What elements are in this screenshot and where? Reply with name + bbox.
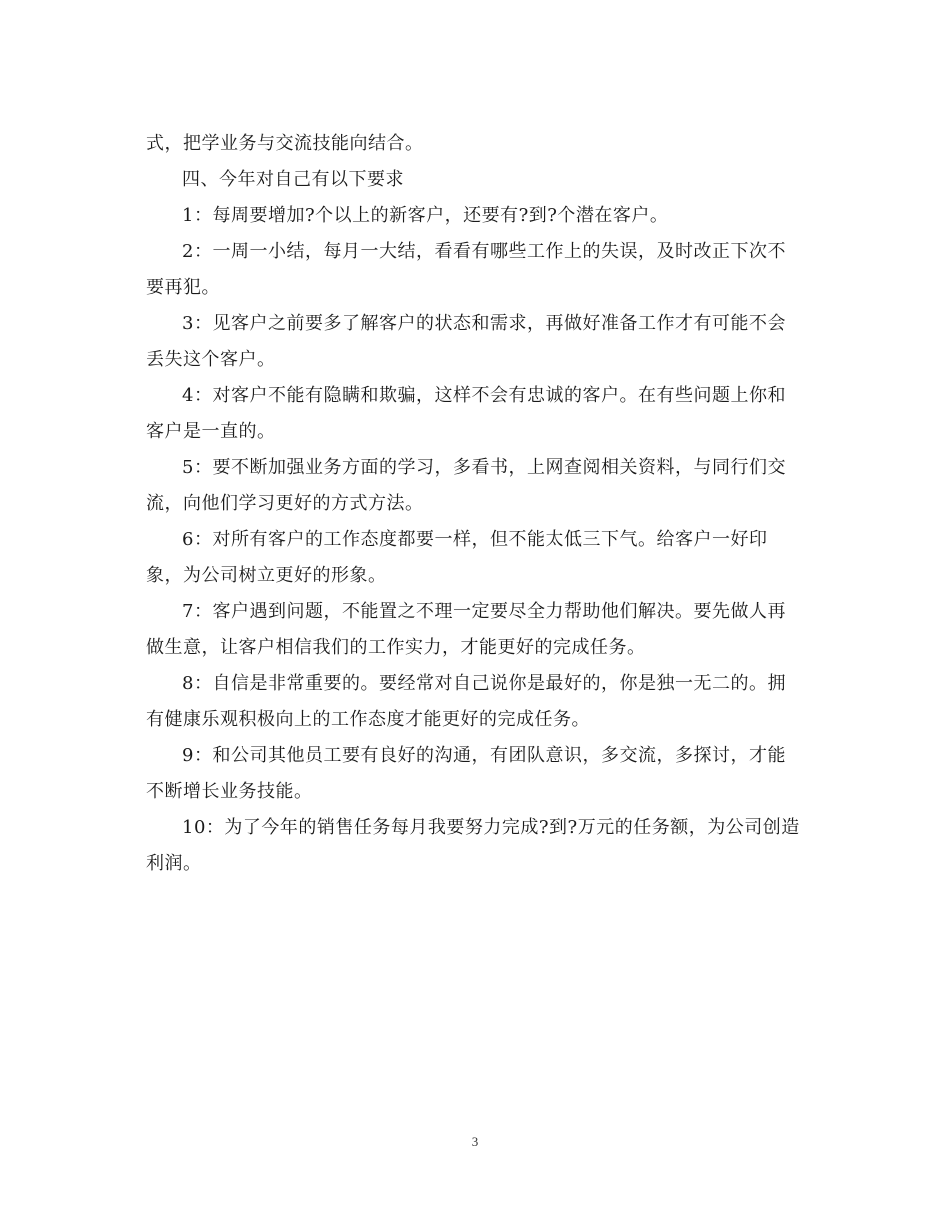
text-line: 9：和公司其他员工要有良好的沟通，有团队意识，多交流，多探讨，才能 — [182, 745, 786, 766]
text-line: 要再犯。 — [146, 277, 220, 298]
text-line: 8：自信是非常重要的。要经常对自己说你是最好的，你是独一无二的。拥 — [182, 673, 786, 694]
text-line: 利润。 — [146, 853, 202, 874]
text-line: 7：客户遇到问题，不能置之不理一定要尽全力帮助他们解决。要先做人再 — [182, 601, 786, 622]
text-line: 4：对客户不能有隐瞒和欺骗，这样不会有忠诚的客户。在有些问题上你和 — [182, 385, 786, 406]
page-number: 3 — [471, 1134, 479, 1149]
text-line: 客户是一直的。 — [146, 421, 276, 442]
text-line: 5：要不断加强业务方面的学习，多看书，上网查阅相关资料，与同行们交 — [182, 457, 786, 478]
text-line: 做生意，让客户相信我们的工作实力，才能更好的完成任务。 — [146, 637, 646, 658]
text-line: 不断增长业务技能。 — [146, 781, 313, 802]
text-line: 流，向他们学习更好的方式方法。 — [146, 493, 424, 514]
text-line: 2：一周一小结，每月一大结，看看有哪些工作上的失误，及时改正下次不 — [182, 241, 786, 262]
text-line: 丢失这个客户。 — [146, 349, 276, 370]
text-line: 有健康乐观积极向上的工作态度才能更好的完成任务。 — [146, 709, 590, 730]
section-heading: 四、今年对自己有以下要求 — [182, 169, 404, 190]
text-line: 象，为公司树立更好的形象。 — [146, 565, 387, 586]
document-body — [146, 126, 806, 882]
text-line: 10：为了今年的销售任务每月我要努力完成?到?万元的任务额，为公司创造 — [182, 817, 800, 838]
text-line: 式，把学业务与交流技能向结合。 — [146, 133, 424, 154]
text-line: 1：每周要增加?个以上的新客户，还要有?到?个潜在客户。 — [182, 205, 669, 226]
text-line: 6：对所有客户的工作态度都要一样，但不能太低三下气。给客户一好印 — [182, 529, 768, 550]
text-line: 3：见客户之前要多了解客户的状态和需求，再做好准备工作才有可能不会 — [182, 313, 786, 334]
